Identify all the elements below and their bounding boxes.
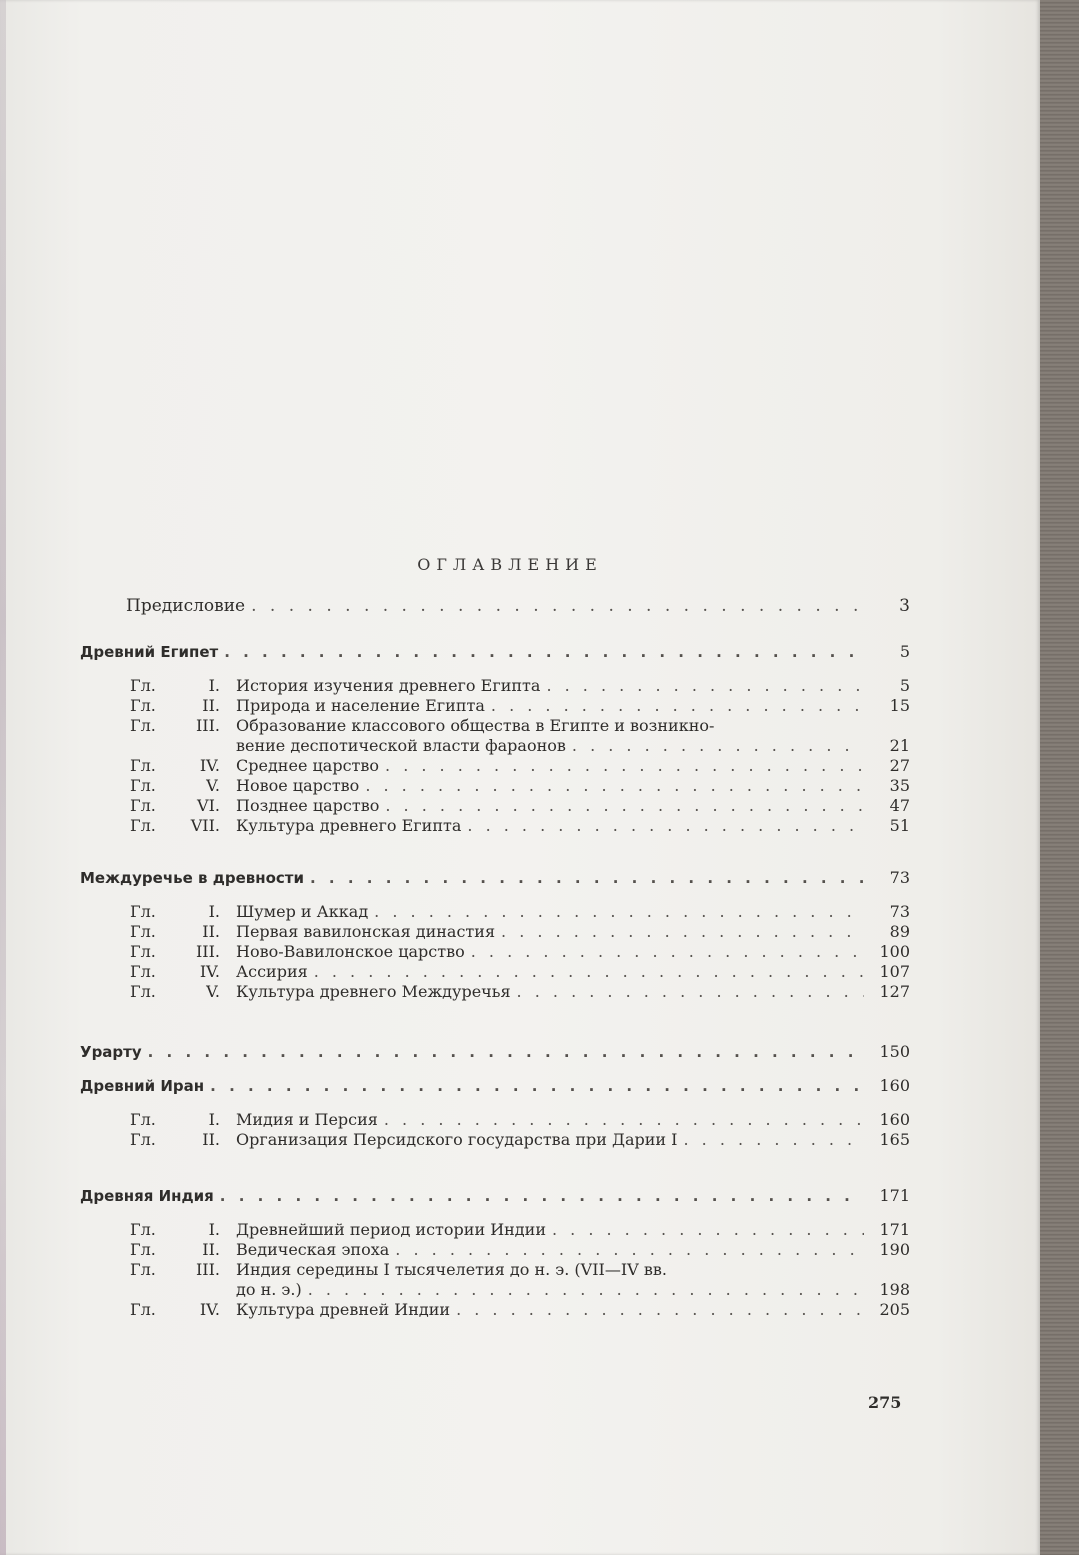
- chapter-title: Новое царство: [236, 776, 360, 795]
- section-label: Междуречье в древности: [80, 869, 305, 887]
- section-urartu: [80, 1042, 910, 1062]
- section-label: Урарту: [80, 1043, 142, 1061]
- chapter-title: Образование классового общества в Египте и возникно-: [236, 716, 715, 735]
- chapter-page: 35: [889, 776, 910, 795]
- chapter-title: Ассирия: [236, 962, 308, 981]
- chapter-row: Гл. III. Образование классового общества в Египте и возникно- вение деспотической власти фараонов . . . 21: [130, 716, 910, 756]
- chapter-row: Гл. III. Индия середины I тысячелетия до н. э. (VII—IV вв. до н. э.) . . . 198: [130, 1260, 910, 1300]
- chapter-title: Мидия и Персия: [236, 1110, 378, 1129]
- chapter-page: 27: [889, 756, 910, 775]
- chapter-title: Культура древнего Междуречья: [236, 982, 511, 1001]
- chapter-page: 205: [879, 1300, 910, 1319]
- table-of-contents: [80, 555, 910, 1320]
- chapter-row: Гл. I. Шумер и Аккад . . . 73: [130, 902, 910, 922]
- chapter-title: Организация Персидского государства при Дарии I: [236, 1130, 678, 1149]
- chapter-title-cont: до н. э.): [236, 1280, 302, 1299]
- section-mesopotamia: [80, 868, 910, 888]
- chapter-title: Древнейший период истории Индии: [236, 1220, 546, 1239]
- chapter-page: 127: [879, 982, 910, 1001]
- chapter-title: История изучения древнего Египта: [236, 676, 541, 695]
- chapter-page: 100: [879, 942, 910, 961]
- chapter-title: Ново-Вавилонское царство: [236, 942, 465, 961]
- section-egypt: [80, 642, 910, 662]
- page-number: 275: [868, 1393, 902, 1412]
- chapter-row: Гл. IV. Культура древней Индии . . . 205: [130, 1300, 910, 1320]
- section-label: Древний Египет: [80, 643, 219, 661]
- chapter-row: Гл. III. Ново-Вавилонское царство . . . 100: [130, 942, 910, 962]
- chapter-title-cont: вение деспотической власти фараонов: [236, 736, 566, 755]
- chapter-page: 160: [879, 1110, 910, 1129]
- toc-title: ОГЛАВЛЕНИЕ: [417, 555, 603, 574]
- section-page: 73: [889, 868, 910, 887]
- chapter-page: 89: [889, 922, 910, 941]
- chapter-page: 198: [879, 1280, 910, 1299]
- chapter-page: 73: [889, 902, 910, 921]
- chapter-row: Гл. II. Природа и население Египта . . . 15: [130, 696, 910, 716]
- chapter-row: Гл. IV. Среднее царство . . . 27: [130, 756, 910, 776]
- chapter-row: Гл. V. Новое царство . . . 35: [130, 776, 910, 796]
- section-label: Древняя Индия: [80, 1187, 214, 1205]
- chapter-page: 21: [889, 736, 910, 755]
- section-page: 150: [879, 1042, 910, 1061]
- toc-preface: [126, 596, 910, 616]
- section-india: [80, 1186, 910, 1206]
- chapter-title: Ведическая эпоха: [236, 1240, 390, 1259]
- chapter-page: 15: [889, 696, 910, 715]
- chapter-title: Культура древней Индии: [236, 1300, 451, 1319]
- chapter-title: Индия середины I тысячелетия до н. э. (VII—IV вв.: [236, 1260, 667, 1279]
- chapter-page: 5: [899, 676, 910, 695]
- chapter-row: Гл. II. Ведическая эпоха . . . 190: [130, 1240, 910, 1260]
- chapter-page: 107: [879, 962, 910, 981]
- chapter-title: Среднее царство: [236, 756, 380, 775]
- chapter-title: Природа и население Египта: [236, 696, 485, 715]
- section-page: 160: [879, 1076, 910, 1095]
- chapter-page: 51: [889, 816, 910, 835]
- chapter-page: 190: [879, 1240, 910, 1259]
- preface-page: 3: [899, 596, 910, 616]
- page-left-edge: [0, 0, 6, 1555]
- chapter-page: 47: [889, 796, 910, 815]
- chapter-row: Гл. VII. Культура древнего Египта . . . 51: [130, 816, 910, 836]
- chapter-row: Гл. I. История изучения древнего Египта . . . 5: [130, 676, 910, 696]
- chapter-title: Позднее царство: [236, 796, 380, 815]
- preface-label: Предисловие: [126, 596, 246, 616]
- chapter-row: Гл. II. Первая вавилонская династия . . . 89: [130, 922, 910, 942]
- chapter-row: Гл. VI. Позднее царство . . . 47: [130, 796, 910, 816]
- section-iran: [80, 1076, 910, 1096]
- chapter-title: Первая вавилонская династия: [236, 922, 496, 941]
- section-page: 171: [879, 1186, 910, 1205]
- chapter-row: Гл. IV. Ассирия . . . 107: [130, 962, 910, 982]
- chapter-page: 171: [879, 1220, 910, 1239]
- chapter-row: Гл. V. Культура древнего Междуречья . . . 127: [130, 982, 910, 1002]
- section-page: 5: [899, 642, 910, 661]
- book-spine: [1040, 0, 1079, 1555]
- chapter-row: Гл. I. Мидия и Персия . . . 160: [130, 1110, 910, 1130]
- chapter-title: Шумер и Аккад: [236, 902, 369, 921]
- chapter-row: Гл. II. Организация Персидского государства при Дарии I . . . 165: [130, 1130, 910, 1150]
- chapter-row: Гл. I. Древнейший период истории Индии . . . 171: [130, 1220, 910, 1240]
- section-label: Древний Иран: [80, 1077, 205, 1095]
- chapter-title: Культура древнего Египта: [236, 816, 462, 835]
- chapter-page: 165: [879, 1130, 910, 1149]
